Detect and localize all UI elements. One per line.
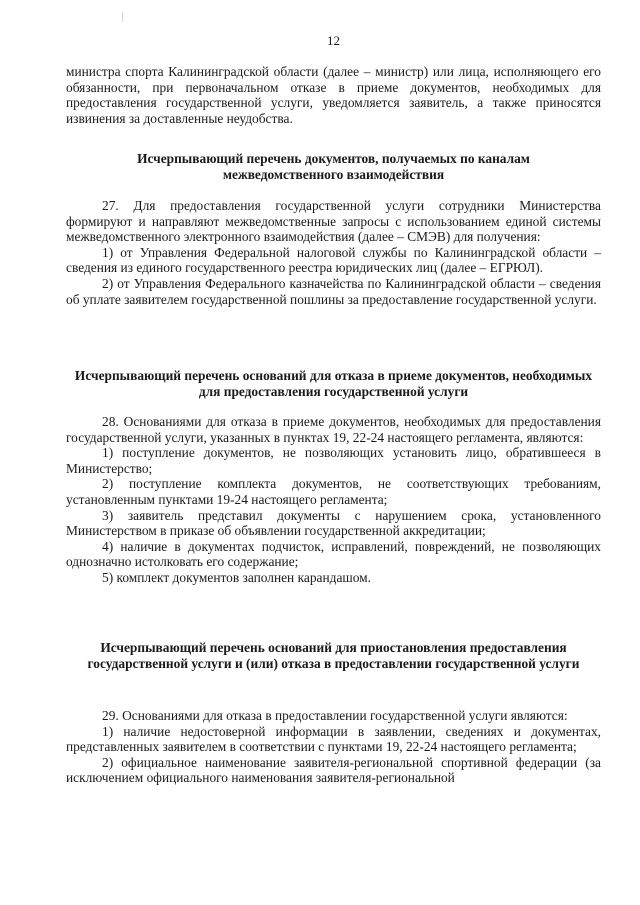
paragraph-28-item: 1) поступление документов, не позволяющих установить лицо, обратившееся в Министерство; <box>66 445 601 476</box>
paragraph-27: 27. Для предоставления государственной услуги сотрудники Министерства формируют и направляют межведомственные запросы с использованием единой системы межведомственного электронного взаимодействия (далее – СМЭВ) для получения: <box>66 198 601 245</box>
paragraph-28-item: 2) поступление комплекта документов, не соответствующих требованиям, установленным пунктами 19-24 настоящего регламента; <box>66 476 601 507</box>
paragraph-28-item: 3) заявитель представил документы с нарушением срока, установленного Министерством в приказе об объявлении государственной аккредитации; <box>66 507 601 539</box>
paragraph-28-item: 5) комплект документов заполнен карандашом. <box>102 569 371 585</box>
section-heading-refusal-service: Исчерпывающий перечень оснований для приостановления предоставления государственной услуги и (или) отказа в предоставлении государственной услуги <box>87 640 580 671</box>
section-refusal-service-body <box>66 708 601 786</box>
paragraph-29-item-2: 2) официальное наименование заявителя-региональной спортивной федерации (за исключением официального наименования заявителя-региональной <box>66 754 601 786</box>
paragraph-29-item-1: 1) наличие недостоверной информации в заявлении, сведениях и документах, представленных заявителем в соответствии с пунктами 19, 22-24 настоящего регламента; <box>66 723 601 755</box>
paragraph-27-item-2: 2) от Управления Федерального казначейства по Калининградской области – сведения об уплате заявителем государственной пошлины за предоставление государственной услуги. <box>66 275 601 307</box>
paragraph-28: 28. Основаниями для отказа в приеме документов, необходимых для предоставления государственной услуги, указанных в пунктах 19, 22-24 настоящего регламента, являются: <box>66 414 601 445</box>
paragraph-29: 29. Основаниями для отказа в предоставлении государственной услуги являются: <box>102 708 568 723</box>
paragraph-27-item-1: 1) от Управления Федеральной налоговой службы по Калининградской области – сведения из единого государственного реестра юридических лиц (далее – ЕГРЮЛ). <box>66 244 601 276</box>
intro-paragraph: министра спорта Калининградской области (далее – министр) или лица, исполняющего его обязанности, при первоначальном отказе в приеме документов, необходимых для предоставления государственной услуги, уведомляется заявитель, а также приносятся извинения за доставленные неудобства. <box>66 64 601 126</box>
section-interagency-body <box>66 198 601 307</box>
section-heading-refusal-documents: Исчерпывающий перечень оснований для отказа в приеме документов, необходимых для предоставления государственной услуги <box>74 368 593 399</box>
scan-mark <box>122 12 123 22</box>
page-number: 12 <box>327 33 340 48</box>
section-heading-interagency: Исчерпывающий перечень документов, получаемых по каналам межведомственного взаимодействия <box>137 151 530 182</box>
paragraph-28-item: 4) наличие в документах подчисток, исправлений, повреждений, не позволяющих однозначно истолковать его содержание; <box>66 538 601 570</box>
section-refusal-documents-body <box>66 414 601 586</box>
